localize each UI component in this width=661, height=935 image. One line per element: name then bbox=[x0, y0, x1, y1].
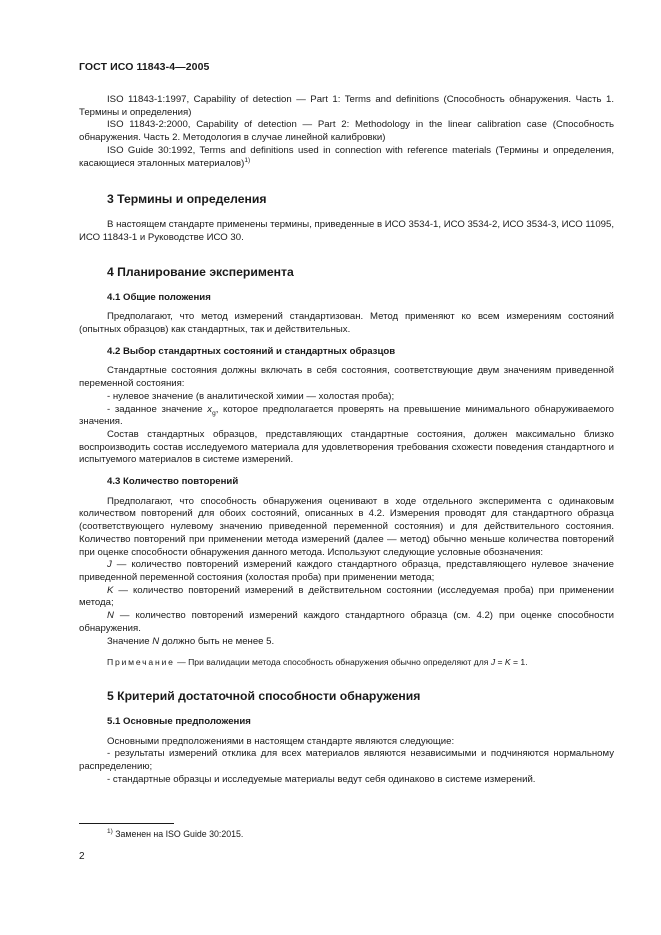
paragraph: Основными предположениями в настоящем стандарте являются следующие: bbox=[107, 735, 455, 747]
document-body bbox=[79, 94, 614, 786]
section-3-text: В настоящем стандарте применены термины, приведенные в ИСО 3534-1, ИСО 3534-2, ИСО 3534-3, ИСО 11095, ИСО 11843-1 и Руководстве ИСО 30. bbox=[79, 219, 614, 243]
reference-item: ISO 11843-2:2000, Capability of detection — Part 2: Methodology in the linear calibration case (Способность обнаружения. Часть 2. Методология в случае линейной калибровки) bbox=[79, 119, 614, 144]
paragraph: Стандартные состояния должны включать в себя состояния, соответствующие двум значениям приведенной переменной состояния: bbox=[79, 365, 614, 390]
note: Примечание — При валидации метода способность обнаружения обычно определяют для J = K = 1. bbox=[107, 657, 528, 668]
section-4-title: 4 Планирование эксперимента bbox=[107, 264, 294, 279]
section-4-1-text: Предполагают, что метод измерений стандартизован. Метод применяют ко всем измерениям состояний (опытных образцов) как стандартных, так и действительных. bbox=[79, 311, 614, 336]
definition-item: N — количество повторений измерений каждого стандартного образца (см. 4.2) при оценке способности обнаружения. bbox=[79, 610, 614, 634]
section-5-title: 5 Критерий достаточной способности обнаружения bbox=[107, 688, 421, 703]
paragraph: Состав стандартных образцов, представляющих стандартные состояния, должен максимально близко воспроизводить состав исследуемого материала для удовлетворения требования схожести поведения стандартного и испытуемого материалов в системе измерений. bbox=[79, 428, 614, 466]
list-item: - стандартные образцы и исследуемые материалы ведут себя одинаково в системе измерений. bbox=[107, 773, 536, 785]
reference-item: ISO 11843-1:1997, Capability of detection — Part 1: Terms and definitions (Способность обнаружения. Часть 1. Термины и определения) bbox=[79, 94, 614, 118]
definition-item: J — количество повторений измерений каждого стандартного образца, представляющего нулевое значение приведенной переменной состояния (холостая проба) при применении метода; bbox=[79, 559, 614, 583]
section-4-3-title: 4.3 Количество повторений bbox=[107, 476, 239, 488]
page-number: 2 bbox=[79, 851, 85, 862]
paragraph: Значение N должно быть не менее 5. bbox=[107, 635, 275, 647]
section-4-2-title: 4.2 Выбор стандартных состояний и стандартных образцов bbox=[107, 345, 396, 357]
list-item: - нулевое значение (в аналитической химии — холостая проба); bbox=[107, 390, 395, 402]
list-item: - результаты измерений отклика для всех материалов являются независимыми и подчиняются нормальному распределению; bbox=[79, 748, 614, 773]
paragraph: Предполагают, что способность обнаружения оценивают в ходе отдельного эксперимента с одинаковым количеством повторений для обоих состояний, описанных в 4.2. Измерения проводят для стандартного образца (соответствующего нулевому значению приведенной переменной состояния) и для действительного состояния. Количество повторений при применении метода измерений (далее — метод) обычно меньше количества повторений при оценке способности обнаружения данного метода. Используют следующие условные обозначения: bbox=[79, 495, 614, 558]
list-item: - заданное значение $x_g$, которое предполагается проверять на превышение минимального обнаруживаемого значения. bbox=[79, 403, 614, 428]
footnote: $^{1)}$ Заменен на ISO Guide 30:2015. bbox=[107, 828, 244, 839]
page-header: ГОСТ ИСО 11843-4—2005 bbox=[79, 61, 210, 73]
footnote-mark: 1) bbox=[244, 156, 251, 164]
section-5-1-title: 5.1 Основные предположения bbox=[107, 715, 251, 727]
reference-item: ISO Guide 30:1992, Terms and definitions used in connection with reference materials (Термины и определения, касающиеся эталонных материалов)$^{1)}$ bbox=[79, 144, 614, 169]
footnote-divider bbox=[79, 823, 174, 824]
section-3-title: 3 Термины и определения bbox=[107, 192, 267, 207]
section-4-1-title: 4.1 Общие положения bbox=[107, 291, 211, 303]
definition-item: K — количество повторений измерений в действительном состоянии (исследуемая проба) при применении метода; bbox=[79, 584, 614, 609]
